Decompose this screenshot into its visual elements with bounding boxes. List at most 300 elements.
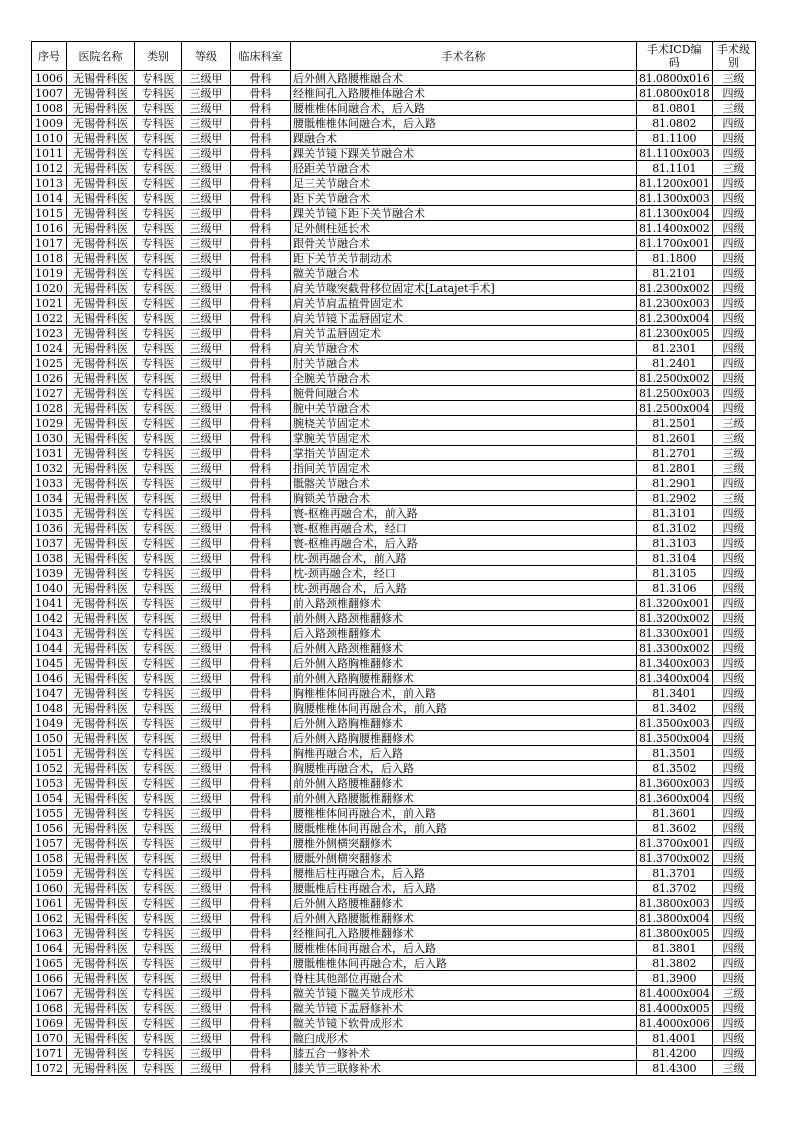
seq-cell: 1017 [32, 236, 67, 251]
icd-code-cell: 81.4000x004 [637, 986, 713, 1001]
seq-cell: 1036 [32, 521, 67, 536]
header-surgery-name: 手术名称 [291, 42, 637, 71]
grade-cell: 三级甲 [182, 581, 231, 596]
level-cell: 四级 [712, 1001, 755, 1016]
hospital-cell: 无锡骨科医 [67, 416, 135, 431]
surgery-name-cell: 腰椎椎体间融合术，后入路 [291, 101, 637, 116]
icd-code-cell: 81.2500x004 [637, 401, 713, 416]
level-cell: 三级 [712, 1061, 755, 1076]
seq-cell: 1055 [32, 806, 67, 821]
level-cell: 四级 [712, 746, 755, 761]
level-cell: 四级 [712, 191, 755, 206]
surgery-name-cell: 后外侧入路胸腰椎翻修术 [291, 731, 637, 746]
grade-cell: 三级甲 [182, 776, 231, 791]
level-cell: 三级 [712, 416, 755, 431]
category-cell: 专科医 [135, 446, 182, 461]
surgery-name-cell: 膝关节三联修补术 [291, 1061, 637, 1076]
grade-cell: 三级甲 [182, 446, 231, 461]
hospital-cell: 无锡骨科医 [67, 161, 135, 176]
grade-cell: 三级甲 [182, 551, 231, 566]
surgery-name-cell: 掌腕关节固定术 [291, 431, 637, 446]
category-cell: 专科医 [135, 731, 182, 746]
category-cell: 专科医 [135, 311, 182, 326]
level-cell: 四级 [712, 311, 755, 326]
surgery-name-cell: 胸椎再融合术，后入路 [291, 746, 637, 761]
hospital-cell: 无锡骨科医 [67, 941, 135, 956]
surgery-name-cell: 肩关节融合术 [291, 341, 637, 356]
seq-cell: 1058 [32, 851, 67, 866]
surgery-name-cell: 腰椎椎体间再融合术，后入路 [291, 941, 637, 956]
department-cell: 骨科 [231, 761, 291, 776]
level-cell: 四级 [712, 956, 755, 971]
seq-cell: 1067 [32, 986, 67, 1001]
icd-code-cell: 81.3103 [637, 536, 713, 551]
hospital-cell: 无锡骨科医 [67, 371, 135, 386]
hospital-cell: 无锡骨科医 [67, 521, 135, 536]
table-row [32, 941, 756, 956]
table-row [32, 461, 756, 476]
seq-cell: 1028 [32, 401, 67, 416]
category-cell: 专科医 [135, 896, 182, 911]
table-row [32, 281, 756, 296]
table-row [32, 146, 756, 161]
icd-code-cell: 81.3700x002 [637, 851, 713, 866]
department-cell: 骨科 [231, 476, 291, 491]
hospital-cell: 无锡骨科医 [67, 131, 135, 146]
hospital-cell: 无锡骨科医 [67, 191, 135, 206]
grade-cell: 三级甲 [182, 866, 231, 881]
level-cell: 四级 [712, 146, 755, 161]
level-cell: 四级 [712, 836, 755, 851]
category-cell: 专科医 [135, 191, 182, 206]
category-cell: 专科医 [135, 536, 182, 551]
level-cell: 四级 [712, 1046, 755, 1061]
surgery-name-cell: 肩关节镜下盂唇固定术 [291, 311, 637, 326]
grade-cell: 三级甲 [182, 386, 231, 401]
level-cell: 四级 [712, 611, 755, 626]
department-cell: 骨科 [231, 116, 291, 131]
department-cell: 骨科 [231, 311, 291, 326]
icd-code-cell: 81.0800x016 [637, 71, 713, 86]
grade-cell: 三级甲 [182, 116, 231, 131]
table-row [32, 596, 756, 611]
category-cell: 专科医 [135, 701, 182, 716]
department-cell: 骨科 [231, 911, 291, 926]
level-cell: 四级 [712, 266, 755, 281]
grade-cell: 三级甲 [182, 176, 231, 191]
surgery-table [31, 41, 756, 1076]
hospital-cell: 无锡骨科医 [67, 641, 135, 656]
level-cell: 四级 [712, 686, 755, 701]
surgery-name-cell: 髋臼成形术 [291, 1031, 637, 1046]
grade-cell: 三级甲 [182, 191, 231, 206]
level-cell: 四级 [712, 401, 755, 416]
hospital-cell: 无锡骨科医 [67, 626, 135, 641]
icd-code-cell: 81.4000x005 [637, 1001, 713, 1016]
seq-cell: 1030 [32, 431, 67, 446]
grade-cell: 三级甲 [182, 986, 231, 1001]
table-row [32, 506, 756, 521]
seq-cell: 1018 [32, 251, 67, 266]
level-cell: 三级 [712, 461, 755, 476]
level-cell: 四级 [712, 1031, 755, 1046]
seq-cell: 1024 [32, 341, 67, 356]
grade-cell: 三级甲 [182, 416, 231, 431]
category-cell: 专科医 [135, 476, 182, 491]
icd-code-cell: 81.2500x003 [637, 386, 713, 401]
level-cell: 四级 [712, 341, 755, 356]
icd-code-cell: 81.2801 [637, 461, 713, 476]
hospital-cell: 无锡骨科医 [67, 356, 135, 371]
level-cell: 四级 [712, 866, 755, 881]
table-row [32, 101, 756, 116]
seq-cell: 1051 [32, 746, 67, 761]
level-cell: 四级 [712, 371, 755, 386]
level-cell: 四级 [712, 281, 755, 296]
grade-cell: 三级甲 [182, 881, 231, 896]
level-cell: 四级 [712, 716, 755, 731]
surgery-name-cell: 腰骶椎椎体间再融合术，前入路 [291, 821, 637, 836]
table-row [32, 881, 756, 896]
hospital-cell: 无锡骨科医 [67, 1046, 135, 1061]
category-cell: 专科医 [135, 851, 182, 866]
grade-cell: 三级甲 [182, 536, 231, 551]
department-cell: 骨科 [231, 596, 291, 611]
hospital-cell: 无锡骨科医 [67, 236, 135, 251]
icd-code-cell: 81.2300x004 [637, 311, 713, 326]
icd-code-cell: 81.3802 [637, 956, 713, 971]
header-row [32, 42, 756, 71]
hospital-cell: 无锡骨科医 [67, 476, 135, 491]
level-cell: 四级 [712, 911, 755, 926]
grade-cell: 三级甲 [182, 1046, 231, 1061]
surgery-name-cell: 踝关节镜下距下关节融合术 [291, 206, 637, 221]
table-row [32, 386, 756, 401]
table-row [32, 416, 756, 431]
icd-code-cell: 81.1101 [637, 161, 713, 176]
table-row [32, 176, 756, 191]
category-cell: 专科医 [135, 1046, 182, 1061]
seq-cell: 1041 [32, 596, 67, 611]
seq-cell: 1010 [32, 131, 67, 146]
icd-code-cell: 81.2500x002 [637, 371, 713, 386]
category-cell: 专科医 [135, 581, 182, 596]
level-cell: 四级 [712, 1016, 755, 1031]
department-cell: 骨科 [231, 1061, 291, 1076]
category-cell: 专科医 [135, 521, 182, 536]
seq-cell: 1007 [32, 86, 67, 101]
table-row [32, 791, 756, 806]
table-row [32, 836, 756, 851]
category-cell: 专科医 [135, 491, 182, 506]
surgery-name-cell: 胸锁关节融合术 [291, 491, 637, 506]
grade-cell: 三级甲 [182, 671, 231, 686]
grade-cell: 三级甲 [182, 521, 231, 536]
hospital-cell: 无锡骨科医 [67, 1001, 135, 1016]
surgery-name-cell: 髋关节镜下髋关节成形术 [291, 986, 637, 1001]
table-row [32, 86, 756, 101]
surgery-name-cell: 胸腰椎椎体间再融合术，前入路 [291, 701, 637, 716]
icd-code-cell: 81.3702 [637, 881, 713, 896]
surgery-name-cell: 寰-枢椎再融合术，前入路 [291, 506, 637, 521]
grade-cell: 三级甲 [182, 806, 231, 821]
category-cell: 专科医 [135, 431, 182, 446]
table-row [32, 161, 756, 176]
hospital-cell: 无锡骨科医 [67, 566, 135, 581]
grade-cell: 三级甲 [182, 596, 231, 611]
seq-cell: 1031 [32, 446, 67, 461]
seq-cell: 1042 [32, 611, 67, 626]
table-row [32, 821, 756, 836]
grade-cell: 三级甲 [182, 161, 231, 176]
surgery-name-cell: 腕中关节融合术 [291, 401, 637, 416]
hospital-cell: 无锡骨科医 [67, 326, 135, 341]
department-cell: 骨科 [231, 521, 291, 536]
level-cell: 四级 [712, 386, 755, 401]
hospital-cell: 无锡骨科医 [67, 551, 135, 566]
hospital-cell: 无锡骨科医 [67, 911, 135, 926]
hospital-cell: 无锡骨科医 [67, 716, 135, 731]
grade-cell: 三级甲 [182, 566, 231, 581]
level-cell: 四级 [712, 506, 755, 521]
icd-code-cell: 81.1100x003 [637, 146, 713, 161]
department-cell: 骨科 [231, 776, 291, 791]
level-cell: 四级 [712, 626, 755, 641]
category-cell: 专科医 [135, 176, 182, 191]
surgery-name-cell: 后入路颈椎翻修术 [291, 626, 637, 641]
level-cell: 四级 [712, 641, 755, 656]
level-cell: 四级 [712, 236, 755, 251]
surgery-name-cell: 前入路颈椎翻修术 [291, 596, 637, 611]
icd-code-cell: 81.2401 [637, 356, 713, 371]
icd-code-cell: 81.0802 [637, 116, 713, 131]
table-row [32, 611, 756, 626]
surgery-name-cell: 经椎间孔入路腰椎体融合术 [291, 86, 637, 101]
table-row [32, 1031, 756, 1046]
icd-code-cell: 81.1700x001 [637, 236, 713, 251]
level-cell: 四级 [712, 596, 755, 611]
grade-cell: 三级甲 [182, 71, 231, 86]
surgery-name-cell: 腰椎外侧横突翻修术 [291, 836, 637, 851]
category-cell: 专科医 [135, 341, 182, 356]
category-cell: 专科医 [135, 671, 182, 686]
surgery-name-cell: 指间关节固定术 [291, 461, 637, 476]
level-cell: 四级 [712, 701, 755, 716]
grade-cell: 三级甲 [182, 851, 231, 866]
department-cell: 骨科 [231, 821, 291, 836]
seq-cell: 1072 [32, 1061, 67, 1076]
grade-cell: 三级甲 [182, 941, 231, 956]
table-row [32, 716, 756, 731]
surgery-name-cell: 肩关节盂唇固定术 [291, 326, 637, 341]
grade-cell: 三级甲 [182, 86, 231, 101]
table-row [32, 896, 756, 911]
seq-cell: 1037 [32, 536, 67, 551]
table-row [32, 641, 756, 656]
seq-cell: 1038 [32, 551, 67, 566]
seq-cell: 1065 [32, 956, 67, 971]
seq-cell: 1062 [32, 911, 67, 926]
grade-cell: 三级甲 [182, 836, 231, 851]
table-row [32, 731, 756, 746]
hospital-cell: 无锡骨科医 [67, 506, 135, 521]
grade-cell: 三级甲 [182, 266, 231, 281]
department-cell: 骨科 [231, 491, 291, 506]
icd-code-cell: 81.4000x006 [637, 1016, 713, 1031]
category-cell: 专科医 [135, 926, 182, 941]
header-icd-code: 手术ICD编码 [637, 42, 713, 71]
table-row [32, 911, 756, 926]
icd-code-cell: 81.4001 [637, 1031, 713, 1046]
table-row [32, 341, 756, 356]
grade-cell: 三级甲 [182, 101, 231, 116]
icd-code-cell: 81.3800x004 [637, 911, 713, 926]
grade-cell: 三级甲 [182, 311, 231, 326]
grade-cell: 三级甲 [182, 296, 231, 311]
hospital-cell: 无锡骨科医 [67, 671, 135, 686]
hospital-cell: 无锡骨科医 [67, 791, 135, 806]
surgery-name-cell: 距下关节融合术 [291, 191, 637, 206]
level-cell: 三级 [712, 161, 755, 176]
category-cell: 专科医 [135, 266, 182, 281]
hospital-cell: 无锡骨科医 [67, 221, 135, 236]
department-cell: 骨科 [231, 791, 291, 806]
grade-cell: 三级甲 [182, 956, 231, 971]
category-cell: 专科医 [135, 866, 182, 881]
hospital-cell: 无锡骨科医 [67, 431, 135, 446]
grade-cell: 三级甲 [182, 791, 231, 806]
surgery-name-cell: 掌指关节固定术 [291, 446, 637, 461]
table-row [32, 326, 756, 341]
surgery-name-cell: 后外侧入路腰椎融合术 [291, 71, 637, 86]
seq-cell: 1025 [32, 356, 67, 371]
category-cell: 专科医 [135, 281, 182, 296]
surgery-name-cell: 寰-枢椎再融合术，经口 [291, 521, 637, 536]
surgery-name-cell: 肩关节喙突截骨移位固定术[Latajet手术] [291, 281, 637, 296]
seq-cell: 1022 [32, 311, 67, 326]
department-cell: 骨科 [231, 236, 291, 251]
seq-cell: 1039 [32, 566, 67, 581]
category-cell: 专科医 [135, 761, 182, 776]
table-row [32, 536, 756, 551]
surgery-name-cell: 髋关节融合术 [291, 266, 637, 281]
seq-cell: 1056 [32, 821, 67, 836]
level-cell: 四级 [712, 221, 755, 236]
level-cell: 三级 [712, 446, 755, 461]
department-cell: 骨科 [231, 191, 291, 206]
category-cell: 专科医 [135, 131, 182, 146]
department-cell: 骨科 [231, 611, 291, 626]
table-row [32, 986, 756, 1001]
icd-code-cell: 81.1100 [637, 131, 713, 146]
hospital-cell: 无锡骨科医 [67, 86, 135, 101]
hospital-cell: 无锡骨科医 [67, 836, 135, 851]
department-cell: 骨科 [231, 671, 291, 686]
grade-cell: 三级甲 [182, 146, 231, 161]
surgery-name-cell: 腰椎后柱再融合术，后入路 [291, 866, 637, 881]
category-cell: 专科医 [135, 461, 182, 476]
seq-cell: 1029 [32, 416, 67, 431]
surgery-name-cell: 后外侧入路颈椎翻修术 [291, 641, 637, 656]
department-cell: 骨科 [231, 626, 291, 641]
department-cell: 骨科 [231, 86, 291, 101]
table-row [32, 266, 756, 281]
seq-cell: 1064 [32, 941, 67, 956]
department-cell: 骨科 [231, 716, 291, 731]
level-cell: 四级 [712, 761, 755, 776]
surgery-name-cell: 腰骶椎椎体间融合术，后入路 [291, 116, 637, 131]
hospital-cell: 无锡骨科医 [67, 761, 135, 776]
hospital-cell: 无锡骨科医 [67, 986, 135, 1001]
icd-code-cell: 81.3900 [637, 971, 713, 986]
surgery-name-cell: 后外侧入路腰骶椎翻修术 [291, 911, 637, 926]
category-cell: 专科医 [135, 386, 182, 401]
level-cell: 四级 [712, 536, 755, 551]
grade-cell: 三级甲 [182, 896, 231, 911]
department-cell: 骨科 [231, 461, 291, 476]
surgery-name-cell: 前外侧入路腰椎翻修术 [291, 776, 637, 791]
hospital-cell: 无锡骨科医 [67, 896, 135, 911]
table-row [32, 806, 756, 821]
table-row [32, 221, 756, 236]
grade-cell: 三级甲 [182, 656, 231, 671]
table-row [32, 1061, 756, 1076]
level-cell: 四级 [712, 671, 755, 686]
department-cell: 骨科 [231, 551, 291, 566]
surgery-name-cell: 经椎间孔入路腰椎翻修术 [291, 926, 637, 941]
hospital-cell: 无锡骨科医 [67, 266, 135, 281]
category-cell: 专科医 [135, 401, 182, 416]
icd-code-cell: 81.3102 [637, 521, 713, 536]
icd-code-cell: 81.1400x002 [637, 221, 713, 236]
category-cell: 专科医 [135, 221, 182, 236]
level-cell: 四级 [712, 776, 755, 791]
surgery-name-cell: 前外侧入路胸腰椎翻修术 [291, 671, 637, 686]
hospital-cell: 无锡骨科医 [67, 686, 135, 701]
table-row [32, 311, 756, 326]
hospital-cell: 无锡骨科医 [67, 746, 135, 761]
level-cell: 四级 [712, 131, 755, 146]
category-cell: 专科医 [135, 1016, 182, 1031]
icd-code-cell: 81.2902 [637, 491, 713, 506]
department-cell: 骨科 [231, 701, 291, 716]
category-cell: 专科医 [135, 356, 182, 371]
hospital-cell: 无锡骨科医 [67, 956, 135, 971]
seq-cell: 1061 [32, 896, 67, 911]
level-cell: 四级 [712, 86, 755, 101]
hospital-cell: 无锡骨科医 [67, 146, 135, 161]
department-cell: 骨科 [231, 971, 291, 986]
department-cell: 骨科 [231, 656, 291, 671]
hospital-cell: 无锡骨科医 [67, 851, 135, 866]
table-row [32, 761, 756, 776]
table-row [32, 866, 756, 881]
seq-cell: 1063 [32, 926, 67, 941]
department-cell: 骨科 [231, 731, 291, 746]
hospital-cell: 无锡骨科医 [67, 71, 135, 86]
surgery-name-cell: 后外侧入路腰椎翻修术 [291, 896, 637, 911]
surgery-name-cell: 寰-枢椎再融合术，后入路 [291, 536, 637, 551]
hospital-cell: 无锡骨科医 [67, 461, 135, 476]
icd-code-cell: 81.2601 [637, 431, 713, 446]
icd-code-cell: 81.2300x002 [637, 281, 713, 296]
category-cell: 专科医 [135, 806, 182, 821]
category-cell: 专科医 [135, 236, 182, 251]
hospital-cell: 无锡骨科医 [67, 821, 135, 836]
category-cell: 专科医 [135, 911, 182, 926]
department-cell: 骨科 [231, 341, 291, 356]
hospital-cell: 无锡骨科医 [67, 611, 135, 626]
